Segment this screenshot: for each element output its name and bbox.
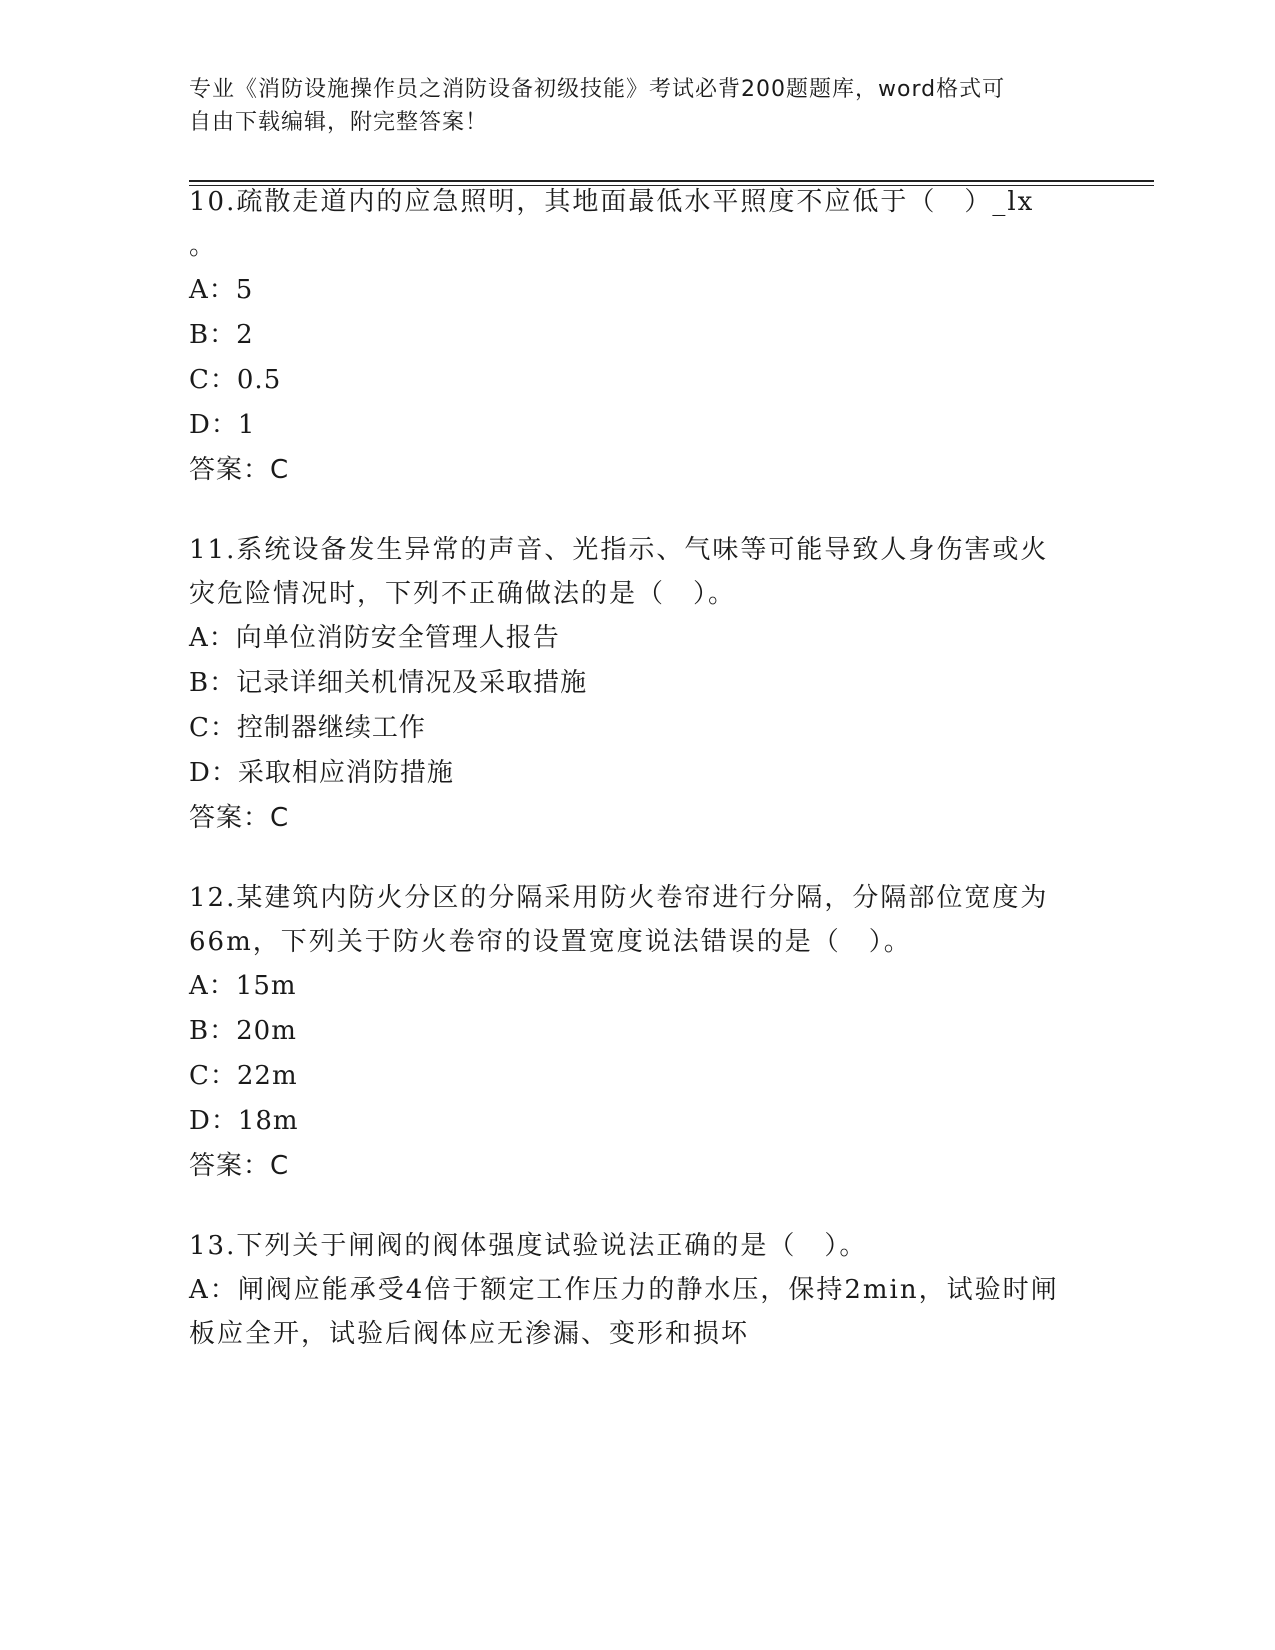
answer: 答案：C <box>189 803 290 833</box>
option-d: D：18m <box>189 1106 299 1136</box>
option-c: C：0.5 <box>189 365 282 395</box>
option-b: B：2 <box>189 320 254 350</box>
question-stem: 11.系统设备发生异常的声音、光指示、气味等可能导致人身伤害或火 <box>189 535 1049 565</box>
answer: 答案：C <box>189 455 290 485</box>
question-13 <box>189 1224 1089 1356</box>
option-a: A：5 <box>189 275 254 305</box>
question-12 <box>189 876 1089 1189</box>
question-10 <box>189 180 1089 493</box>
document-header <box>189 73 1089 139</box>
header-line-2: 自由下载编辑，附完整答案！ <box>189 110 489 135</box>
option-a: A：闸阀应能承受4倍于额定工作压力的静水压，保持2min，试验时闸 <box>189 1275 1059 1305</box>
option-b: B：记录详细关机情况及采取措施 <box>189 668 588 698</box>
question-11 <box>189 528 1089 841</box>
answer: 答案：C <box>189 1151 290 1181</box>
option-a: A：15m <box>189 971 297 1001</box>
option-d: D：1 <box>189 410 256 440</box>
option-a: A：向单位消防安全管理人报告 <box>189 623 560 653</box>
option-c: C：22m <box>189 1061 298 1091</box>
option-b: B：20m <box>189 1016 297 1046</box>
question-stem: 66m，下列关于防火卷帘的设置宽度说法错误的是（ ）。 <box>189 927 912 957</box>
option-a-continued: 板应全开，试验后阀体应无渗漏、变形和损坏 <box>189 1319 750 1349</box>
question-stem: 13.下列关于闸阀的阀体强度试验说法正确的是（ ）。 <box>189 1231 868 1261</box>
question-stem: 灾危险情况时，下列不正确做法的是（ ）。 <box>189 579 737 609</box>
question-stem: 12.某建筑内防火分区的分隔采用防火卷帘进行分隔，分隔部位宽度为 <box>189 883 1049 913</box>
question-stem: 。 <box>189 231 218 261</box>
question-stem: 10.疏散走道内的应急照明，其地面最低水平照度不应低于（ ）_lx <box>189 187 1035 217</box>
option-d: D：采取相应消防措施 <box>189 758 454 788</box>
header-line-1: 专业《消防设施操作员之消防设备初级技能》考试必背200题题库，word格式可 <box>189 77 1006 102</box>
option-c: C：控制器继续工作 <box>189 713 426 743</box>
